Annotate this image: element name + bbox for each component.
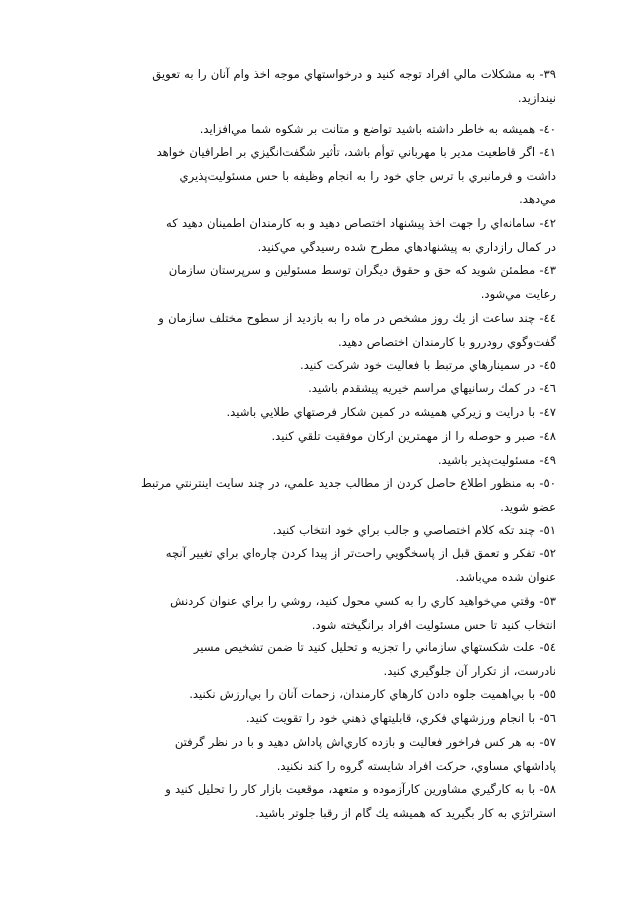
list-item-42: [56, 212, 556, 259]
line: انتخاب كنيد تا حس مسئوليت افراد برانگيخته شود.: [311, 617, 556, 632]
list-item-47: [56, 401, 556, 425]
list-item-52: [56, 542, 556, 589]
line: ٥٧- به هر كس فراخور فعاليت و بازده كاري‌اش پاداش دهيد و با در نظر گرفتن: [174, 735, 556, 749]
list-item-55: [56, 683, 556, 707]
line: عنوان شده مي‌باشد.: [455, 569, 556, 584]
list-item-43: [56, 259, 556, 306]
line: ٤٢- سامانه‌اي را جهت اخذ پيشنهاد اختصاص دهيد و به كارمندان اطمينان دهيد كه: [166, 216, 556, 230]
line: ٥٥- با بي‌اهميت جلوه دادن كارهاي كارمندان، زحمات آنان را بي‌ارزش نكنيد.: [189, 687, 556, 701]
list-item-41: [56, 141, 556, 212]
list-item-54: [56, 636, 556, 683]
line: ٥١- چند تكه كلام اختصاصي و جالب براي خود انتخاب كنيد.: [272, 523, 556, 537]
line: گفت‌وگوي رودررو با كارمندان اختصاص دهيد.: [337, 334, 556, 349]
line: مي‌دهد.: [519, 192, 556, 207]
line: استراتژي به كار بگيريد كه هميشه يك گام از رقبا جلوتر باشيد.: [255, 805, 556, 820]
line: پاداشهاي مساوي، حركت افراد شايسته گروه را كند نكنيد.: [276, 758, 556, 773]
line: ٥٣- وقتي مي‌خواهيد كاري را به كسي محول كنيد، روشي را براي عنوان كردنش: [170, 594, 556, 608]
list-item-57: [56, 731, 556, 778]
line: ٥٠- به منظور اطلاع حاصل كردن از مطالب جديد علمي، در چند سايت اينترنتي مرتبط: [140, 476, 556, 490]
line: نادرست، از تكرار آن جلوگيري كنيد.: [383, 663, 556, 678]
line: ٤٦- در كمك رسانيهاي مراسم خيريه پيشقدم باشيد.: [308, 381, 556, 395]
list-item-50: [56, 472, 556, 519]
line: ٤٠- هميشه به خاطر داشته باشيد تواضع و متانت بر شكوه شما مي‌افزايد.: [199, 122, 556, 136]
line: ٤٣- مطمئن شويد كه حق و حقوق ديگران توسط مسئولين و سرپرستان سازمان: [168, 263, 556, 277]
line: نيندازيد.: [517, 90, 556, 105]
list-item-53: [56, 590, 556, 637]
line: ٤٩- مسئوليت‌پذير باشيد.: [437, 453, 556, 467]
line: ٤٨- صبر و حوصله را از مهمترين اركان موفقيت تلقي كنيد.: [271, 429, 556, 443]
list-item-51: [56, 519, 556, 543]
list-item-39: [56, 63, 556, 110]
line: ٥٨- با به كارگيري مشاورين كارآزموده و متعهد، موقعيت بازار كار را تحليل كنيد و: [165, 782, 556, 796]
line: در كمال رازداري به پيشنهادهاي مطرح شده رسيدگي مي‌كنيد.: [257, 239, 556, 254]
list-item-56: [56, 707, 556, 731]
line: ٥٢- تفكر و تعمق قبل از پاسخگويي راحت‌تر از پيدا كردن چاره‌اي براي تغيير آنچه: [165, 546, 556, 560]
line: رعايت مي‌شود.: [480, 286, 556, 301]
line: ٥٤- علت شكستهاي سازماني را تجزيه و تحليل كنيد تا ضمن تشخيص مسير: [193, 640, 556, 654]
list-item-48: [56, 425, 556, 449]
line: ٤٥- در سمينارهاي مرتبط با فعاليت خود شركت كنيد.: [300, 358, 556, 372]
list-item-58: [56, 778, 556, 825]
line: ٥٦- با انجام ورزشهاي فكري، قابليتهاي ذهني خود را تقويت كنيد.: [245, 711, 556, 725]
line: ٣٩- به مشكلات مالي افراد توجه كنيد و درخواستهاي موجه اخذ وام آنان را به تعويق: [152, 67, 556, 81]
list-item-44: [56, 307, 556, 354]
line: ٤١- اگر قاطعيت مدير با مهرباني توأم باشد، تأثير شگفت‌انگيزي بر اطرافيان خواهد: [156, 145, 556, 159]
line: داشت و فرمانبري با ترس جاي خود را به انجام وظيفه با حس مسئوليت‌پذيري: [179, 168, 556, 183]
line: ٤٤- چند ساعت از يك روز مشخص در ماه را به بازديد از سطوح مختلف سازمان و: [158, 311, 556, 325]
list-item-40: [56, 118, 556, 142]
line: عضو شويد.: [500, 499, 556, 514]
list-item-45: [56, 354, 556, 378]
line: ٤٧- با درايت و زيركي هميشه در كمين شكار فرصتهاي طلايي باشيد.: [226, 405, 556, 419]
list-item-49: [56, 449, 556, 473]
list-item-46: [56, 377, 556, 401]
